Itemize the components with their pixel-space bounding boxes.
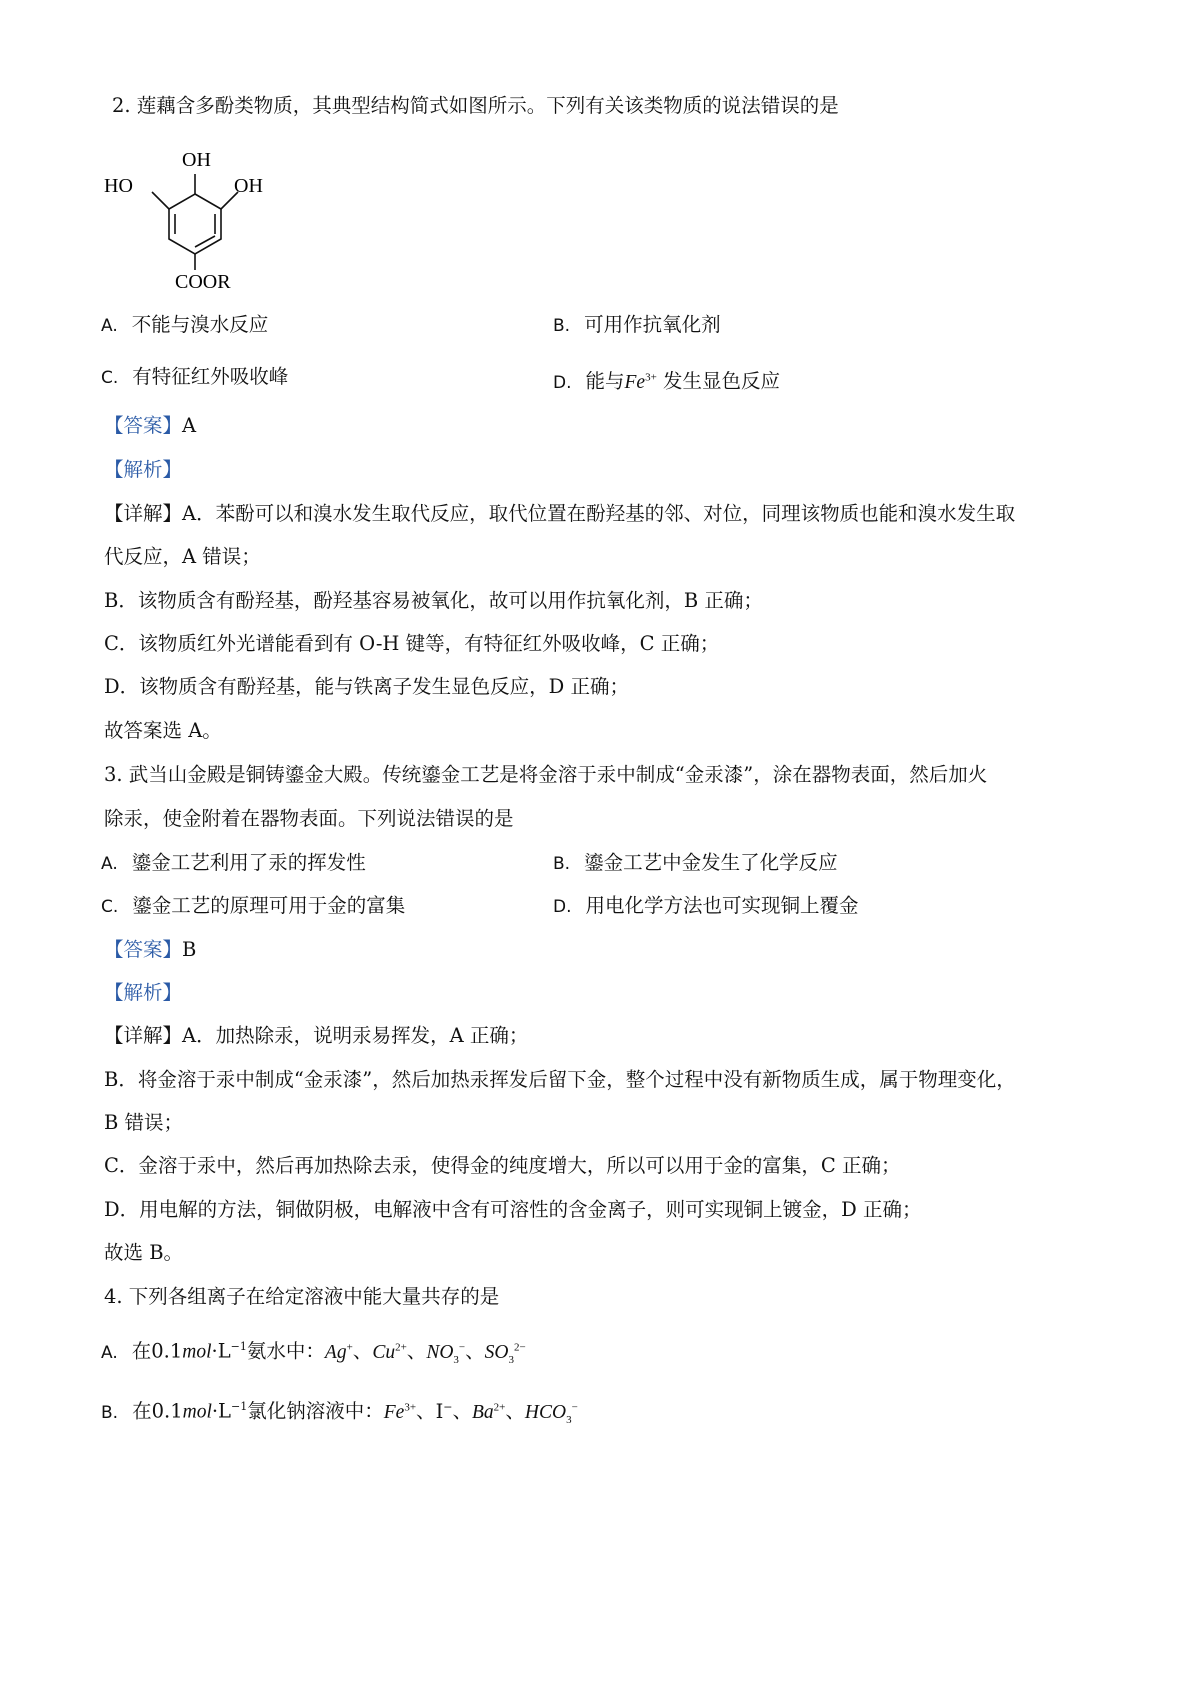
q2-stem: 2. 莲藕含多酚类物质，其典型结构简式如图所示。下列有关该类物质的说法错误的是 bbox=[112, 94, 839, 117]
option-label: D. bbox=[553, 372, 572, 393]
option-text: 有特征红外吸收峰 bbox=[132, 365, 289, 388]
ion-so3: $SO_3^{2-}$ bbox=[484, 1341, 526, 1366]
q2-detail-3: B．该物质含有酚羟基，酚羟基容易被氧化，故可以用作抗氧化剂，B 正确； bbox=[104, 589, 763, 612]
ion-hco3: $HCO_3^-$ bbox=[524, 1401, 578, 1426]
ion-i: I− bbox=[435, 1399, 453, 1423]
q2-answer: 【答案】A bbox=[104, 414, 197, 437]
option-label: B. bbox=[553, 316, 571, 336]
q2-option-a bbox=[101, 312, 268, 339]
q2-detail-5: D．该物质含有酚羟基，能与铁离子发生显色反应，D 正确； bbox=[104, 675, 629, 698]
q4-stem: 4. 下列各组离子在给定溶液中能大量共存的是 bbox=[104, 1285, 500, 1308]
q3-answer: 【答案】B bbox=[104, 938, 197, 961]
option-text-post: 发生显色反应 bbox=[656, 369, 781, 393]
option-label: A. bbox=[101, 316, 118, 336]
q3-option-c: C. 鎏金工艺的原理可用于金的富集 bbox=[101, 894, 406, 917]
q4-option-a: A. 在$0.1mol\cdot L^{-1}$氨水中：Ag+、$Cu^{2+}$、$NO_3^-$、$SO_3^{2-}$ bbox=[101, 1339, 526, 1366]
q3-detail-3: B 错误； bbox=[104, 1111, 184, 1134]
q3-option-a: A. 鎏金工艺利用了汞的挥发性 bbox=[101, 851, 366, 874]
q2-option-d bbox=[553, 364, 780, 396]
option-text-pre: 能与 bbox=[585, 369, 625, 393]
option-text: 不能与溴水反应 bbox=[131, 313, 269, 336]
q3-detail-2: B．将金溶于汞中制成“金汞漆”，然后加热汞挥发后留下金，整个过程中没有新物质生成，属于物理变化， bbox=[104, 1068, 1016, 1091]
ion-ag: Ag+ bbox=[324, 1341, 353, 1363]
q3-detail-4: C．金溶于汞中，然后再加热除去汞，使得金的纯度增大，所以可以用于金的富集，C 正确； bbox=[104, 1154, 901, 1177]
q3-conclusion: 故选 B。 bbox=[104, 1241, 184, 1264]
ho-left-label: HO bbox=[104, 175, 133, 197]
q2-detail-4: C．该物质红外光谱能看到有 O-H 键等，有特征红外吸收峰，C 正确； bbox=[104, 632, 720, 655]
q2-conclusion: 故答案选 A。 bbox=[104, 719, 222, 742]
ion-no3: $NO_3^-$ bbox=[426, 1341, 466, 1366]
coor-label: COOR bbox=[175, 271, 231, 293]
q2-detail-2: 代反应，A 错误； bbox=[104, 545, 261, 568]
molecule-structure bbox=[100, 150, 300, 300]
ion-cu: $Cu^{2+}$ bbox=[372, 1341, 407, 1363]
q2-option-b bbox=[553, 312, 721, 339]
benzene-ring bbox=[169, 194, 221, 254]
q2-option-c bbox=[101, 364, 288, 391]
option-label: C. bbox=[101, 368, 119, 388]
q3-stem-1: 3. 武当山金殿是铜铸鎏金大殿。传统鎏金工艺是将金溶于汞中制成“金汞漆”，涂在器物表面，然后加火 bbox=[104, 763, 988, 786]
q2-analysis-tag: 【解析】 bbox=[104, 458, 183, 481]
ion-fe: $Fe^{3+}$ bbox=[383, 1401, 417, 1423]
q2-detail-1: 【详解】A．苯酚可以和溴水发生取代反应，取代位置在酚羟基的邻、对位，同理该物质也能和溴水发生取 bbox=[104, 502, 1016, 525]
oh-top-label: OH bbox=[182, 150, 211, 171]
q3-option-b: B. 鎏金工艺中金发生了化学反应 bbox=[553, 851, 838, 874]
q3-option-d: D. 用电化学方法也可实现铜上覆金 bbox=[553, 894, 859, 917]
q3-analysis-tag: 【解析】 bbox=[104, 981, 183, 1004]
ion-ba: $Ba^{2+}$ bbox=[472, 1401, 506, 1423]
q3-detail-5: D．用电解的方法，铜做阴极，电解液中含有可溶性的含金离子，则可实现铜上镀金，D 正确； bbox=[104, 1198, 922, 1221]
option-text: 可用作抗氧化剂 bbox=[584, 313, 721, 336]
q4-option-b: B. 在$0.1mol\cdot L^{-1}$氯化钠溶液中：$Fe^{3+}$、I−、$Ba^{2+}$、$HCO_3^-$ bbox=[101, 1399, 578, 1426]
ion-formula: $Fe^{3+}$ bbox=[624, 371, 657, 393]
q3-stem-2: 除汞，使金附着在器物表面。下列说法错误的是 bbox=[104, 807, 514, 830]
bond-left bbox=[152, 192, 169, 209]
oh-right-label: OH bbox=[234, 175, 263, 197]
q3-detail-1: 【详解】A．加热除汞，说明汞易挥发，A 正确； bbox=[104, 1024, 529, 1047]
